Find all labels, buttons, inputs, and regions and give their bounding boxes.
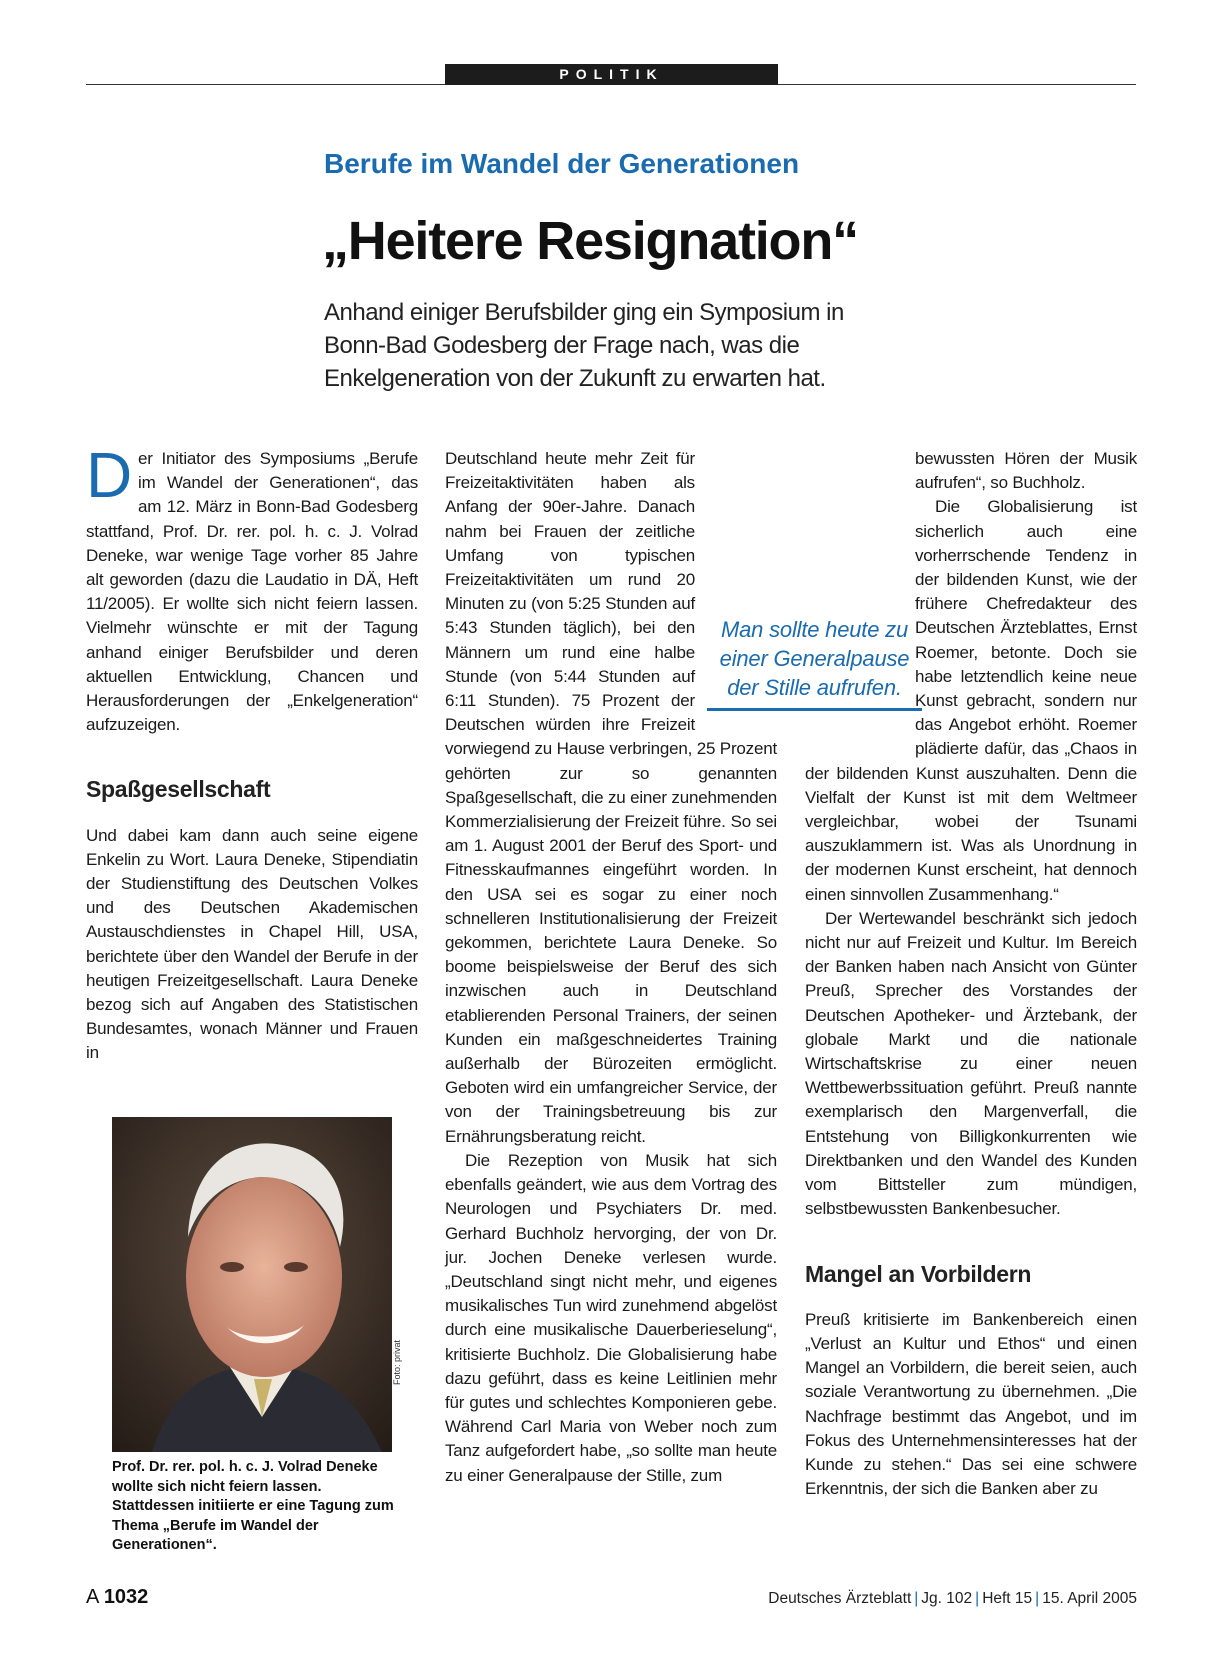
- paragraph: [86, 439, 418, 737]
- journal-name: Deutsches Ärzteblatt: [768, 1590, 912, 1607]
- journal-info: [768, 1590, 1137, 1608]
- subheading-mangel-an-vorbildern: Mangel an Vorbildern: [805, 1260, 1032, 1287]
- paragraph: Deutschland heute mehr Zeit für Freizeitaktivitäten haben als Anfang der 90er-Jahre. Danach nahm bei Frauen der zeitliche Umfang von typischen Freizeitaktivitäten um rund 20 Minuten zu (von 5:25 Stunden auf 5:43 Stunden täglich), bei den Männern um rund eine halbe Stunde (von 5:44 Stunden auf 6:11 Stunden). 75 Prozent der Deutschen würden ihre Freizeit vorwiegend zu Hause verbringen, 25 Prozent gehörten zur so genannten Spaßgesellschaft, die zu einer zunehmenden Kommerzialisierung der Freizeit führe. So sei am 1. August 2001 der Beruf des Sport- und Fitnesskaufmannes eingeführt worden. In den USA sei es sogar zu einer noch schnelleren Institutionalisierung der Freizeit gekommen, berichtete Laura Deneke. So boome beispielsweise der Beruf des sich inzwischen auch in Deutschland etablierenden Personal Trainers, der seinen Kunden ein maßgeschneidertes Training außerhalb der Bürozeiten ermöglicht. Geboten wird ein umfangreicher Service, der von der Trainingsbetreuung bis zur Ernährungsberatung reicht.: [445, 449, 777, 1146]
- journal-issue: Heft 15: [982, 1590, 1033, 1607]
- article-column-3: [805, 447, 1137, 1501]
- separator: |: [914, 1590, 919, 1607]
- pull-quote: Man sollte heute zu einer Generalpause der Stille aufrufen.: [707, 615, 922, 711]
- paragraph: Und dabei kam dann auch seine eigene Enkelin zu Wort. Laura Deneke, Stipendiatin der Studienstiftung des Deutschen Volkes und des Deutschen Akademischen Austauschdienstes in Chapel Hill, USA, berichtete über den Wandel der Berufe in der heutigen Freizeitgesellschaft. Laura Deneke bezog sich auf Angaben des Statistischen Bundesamtes, wonach Männer und Frauen in: [86, 825, 418, 1063]
- paragraph: Die Globalisierung ist sicherlich auch eine vorherrschende Tendenz in der bildenden Kunst, wie der frühere Chefredakteur des Deutschen Ärzteblattes, Ernst Roemer, betonte. Doch sie habe letztendlich keine neue Kunst gebracht, sondern nur das Angebot erhöht. Roemer plädierte dafür, das „Chaos in der bildenden Kunst auszuhalten. Denn die Vielfalt der Kunst ist mit dem Weltmeer vergleichbar, wobei der Tsunami auszuklammern ist. Was als Unordnung in der modernen Kunst erscheint, hat dennoch einen sinnvollen Zusammenhang.“: [805, 497, 1137, 904]
- page-number-value: 1032: [103, 1586, 149, 1608]
- article-column-2: [445, 447, 910, 1488]
- portrait-image: [112, 1117, 392, 1452]
- page-prefix: A: [86, 1586, 99, 1608]
- page-number: [86, 1586, 148, 1609]
- article-kicker: Berufe im Wandel der Generationen: [324, 148, 800, 179]
- paragraph-text: er Initiator des Symposiums „Berufe im Wandel der Generationen“, das am 12. März in Bonn-Bad Godesberg stattfand, Prof. Dr. rer. pol. h. c. J. Volrad Deneke, war wenige Tage vorher 85 Jahre alt geworden (dazu die Laudatio in DÄ, Heft 11/2005). Er wollte sich nicht feiern lassen. Vielmehr wünschte er mit der Tagung anhand einiger Berufsbilder und deren aktuellen Entwicklung, Chancen und Herausforderungen der „Enkelgeneration“ aufzuzeigen.: [86, 449, 418, 735]
- separator: |: [975, 1590, 980, 1607]
- subheading-spassgesellschaft: Spaßgesellschaft: [86, 776, 271, 803]
- paragraph: bewussten Hören der Musik aufrufen“, so Buchholz.: [915, 449, 1137, 493]
- photo-caption: Prof. Dr. rer. pol. h. c. J. Volrad Deneke wollte sich nicht feiern lassen. Stattdessen initiierte er eine Tagung zum Thema „Berufe im Wandel der Generationen“.: [112, 1459, 394, 1553]
- photo-credit: Foto: privat: [392, 1339, 402, 1385]
- drop-cap: D: [86, 439, 133, 511]
- article-lead: Anhand einiger Berufsbilder ging ein Symposium in Bonn-Bad Godesberg der Frage nach, was die Enkelgeneration von der Zukunft zu erwarten hat.: [324, 299, 844, 392]
- portrait-photo: [112, 1117, 392, 1452]
- article-headline: „Heitere Resignation“: [322, 211, 858, 271]
- paragraph: Die Rezeption von Musik hat sich ebenfalls geändert, wie aus dem Vortrag des Neurologen und Psychiaters Dr. med. Gerhard Buchholz hervorging, der von Dr. jur. Jochen Deneke verlesen wurde. „Deutschland singt nicht mehr, und eigenes musikalisches Tun wird zunehmend abgelöst durch eine musikalische Dauerberieselung“, kritisierte Buchholz. Die Globalisierung habe dazu geführt, dass es keine Leitlinien mehr für gutes und schlechtes Komponieren gebe. Während Carl Maria von Weber noch zum Tanz aufgefordert habe, „so sollte man heute zu einer Generalpause der Stille, zum: [445, 1150, 777, 1485]
- paragraph: Preuß kritisierte im Bankenbereich einen „Verlust an Kultur und Ethos“ und einen Mangel an Vorbildern, die bereit seien, auch soziale Verantwortung zu übernehmen. „Die Nachfrage bestimmt das Angebot, und im Fokus des Unternehmensinteresses hat der Kunde zu stehen.“ Das sei eine schwere Erkenntnis, der sich die Banken aber zu: [805, 1309, 1137, 1499]
- separator: |: [1035, 1590, 1040, 1607]
- article-column-1: [86, 439, 418, 1066]
- pull-quote-wrap-space: [805, 587, 915, 747]
- rubric-label: POLITIK: [445, 64, 778, 85]
- journal-date: 15. April 2005: [1042, 1590, 1137, 1607]
- journal-volume: Jg. 102: [921, 1590, 973, 1607]
- paragraph: Der Wertewandel beschränkt sich jedoch nicht nur auf Freizeit und Kultur. Im Bereich der Banken haben nach Ansicht von Günter Preuß, Sprecher des Vorstandes der Deutschen Apotheker- und Ärztebank, der globale Markt und die nationale Wirtschaftskrise zu einer neuen Wettbewerbssituation geführt. Preuß nannte exemplarisch den Margenverfall, die Entstehung von Billigkonkurrenten wie Direktbanken und den Wandel des Kunden vom Bittsteller zum mündigen, selbstbewussten Bankenbesucher.: [805, 908, 1137, 1219]
